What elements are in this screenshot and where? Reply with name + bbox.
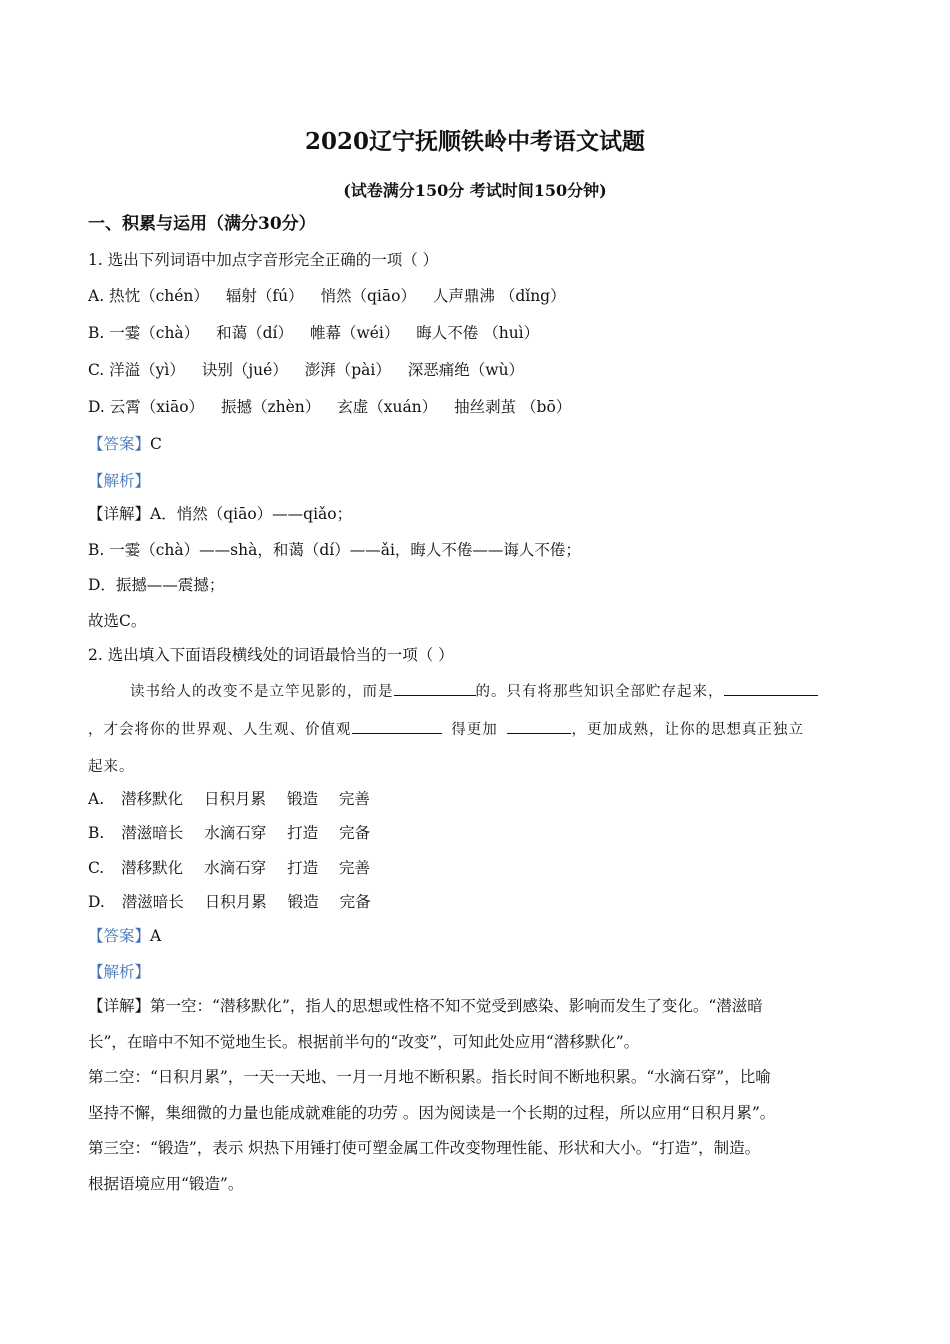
q1-detail-2: B. 一霎（chà）——shà，和蔼（dí）——ǎi，晦人不倦——诲人不倦； xyxy=(88,541,581,559)
q1-option-a xyxy=(88,286,578,306)
q2-option-d xyxy=(88,892,387,912)
fill-blank-1[interactable] xyxy=(394,681,476,696)
option-label: D. xyxy=(88,398,105,416)
detail-text: A．悄然（qiāo）——qiǎo； xyxy=(150,505,353,523)
option-item: 和蔼（dí） xyxy=(216,324,293,342)
detail-text: 第一空：“潜移默化”，指人的思想或性格不知不觉受到感染、影响而发生了变化。“潜滋暗 xyxy=(150,997,763,1015)
option-item: 完善 xyxy=(338,790,370,808)
q1-answer xyxy=(88,434,162,454)
passage-text: 的。只有将那些知识全部贮存起来， xyxy=(475,684,724,700)
option-label: B. xyxy=(88,824,105,842)
option-item: 抽丝剥茧 （bō） xyxy=(454,398,572,416)
q1-option-b xyxy=(88,323,551,343)
answer-value: C xyxy=(150,435,162,453)
option-label: C. xyxy=(88,859,105,877)
option-item: 晦人不倦 （huì） xyxy=(416,324,540,342)
answer-tag: 【答案】 xyxy=(88,927,151,945)
option-item: 玄虚（xuán） xyxy=(337,398,438,416)
q1-detail-3: D．振撼——震撼； xyxy=(88,576,225,594)
q2-stem: 2. 选出填入下面语段横线处的词语最恰当的一项（ ） xyxy=(88,646,454,664)
q2-option-c xyxy=(88,858,386,878)
option-item: 云霄（xiāo） xyxy=(109,398,205,416)
option-item: 帷幕（wéi） xyxy=(309,324,400,342)
option-label: A. xyxy=(88,287,105,305)
option-item: 振撼（zhèn） xyxy=(220,398,321,416)
option-item: 完善 xyxy=(339,859,371,877)
option-item: 潜滋暗长 xyxy=(121,893,184,911)
option-item: 打造 xyxy=(287,859,319,877)
passage-text: ，更加成熟，让你的思想真正独立 xyxy=(571,722,804,738)
option-item: 潜滋暗长 xyxy=(121,824,184,842)
option-item: 完备 xyxy=(339,824,371,842)
fill-blank-4[interactable] xyxy=(507,719,571,734)
passage-text: ，才会将你的世界观、人生观、价值观 xyxy=(88,722,352,738)
fill-blank-2[interactable] xyxy=(724,681,818,696)
option-item: 潜移默化 xyxy=(121,790,184,808)
detail-tag: 【详解】 xyxy=(88,997,151,1015)
page-title: 2020辽宁抚顺铁岭中考语文试题 xyxy=(304,128,645,155)
option-item: 洋溢（yì） xyxy=(109,361,185,379)
option-item: 人声鼎沸 （dǐng） xyxy=(432,287,566,305)
q2-detail-1 xyxy=(88,996,763,1016)
option-item: 日积月累 xyxy=(204,893,267,911)
q2-passage-line-2 xyxy=(88,719,804,740)
passage-text: 读书给人的改变不是立竿见影的，而是 xyxy=(130,684,394,700)
option-label: A. xyxy=(88,790,105,808)
answer-value: A xyxy=(150,927,162,945)
fill-blank-3[interactable] xyxy=(352,719,442,734)
answer-tag: 【答案】 xyxy=(88,435,151,453)
option-item: 打造 xyxy=(287,824,319,842)
detail-tag: 【详解】 xyxy=(88,505,151,523)
option-item: 澎湃（pài） xyxy=(304,361,391,379)
q1-analysis-tag: 【解析】 xyxy=(88,472,151,490)
q2-detail-3: 第二空：“日积月累”，一天一天地、一月一月地不断积累。指长时间不断地积累。“水滴石穿”，比喻 xyxy=(88,1068,771,1086)
q1-option-c xyxy=(88,360,536,380)
option-item: 一霎（chà） xyxy=(109,324,200,342)
option-item: 锻造 xyxy=(286,790,318,808)
q2-analysis-tag: 【解析】 xyxy=(88,963,151,981)
q2-detail-2: 长”，在暗中不知不觉地生长。根据前半句的“改变”，可知此处应用“潜移默化”。 xyxy=(88,1033,640,1051)
option-label: D. xyxy=(88,893,105,911)
option-item: 水滴石穿 xyxy=(204,824,267,842)
q2-detail-6: 根据语境应用“锻造”。 xyxy=(88,1175,244,1193)
option-item: 锻造 xyxy=(287,893,319,911)
q2-option-a xyxy=(88,789,386,809)
option-item: 日积月累 xyxy=(204,790,267,808)
q1-detail-1 xyxy=(88,504,352,524)
q2-detail-5: 第三空：“锻造”，表示 炽热下用锤打使可塑金属工件改变物理性能、形状和大小。“打造”，制造。 xyxy=(88,1139,761,1157)
option-item: 悄然（qiāo） xyxy=(320,287,416,305)
option-label: B. xyxy=(88,324,105,342)
page-subtitle: (试卷满分150分 考试时间150分钟) xyxy=(343,181,607,200)
q2-passage-line-3: 起来。 xyxy=(88,759,135,775)
passage-text: 得更加 xyxy=(441,722,508,738)
option-item: 诀别（jué） xyxy=(201,361,288,379)
option-item: 深恶痛绝（wù） xyxy=(407,361,525,379)
q2-answer xyxy=(88,926,161,946)
q2-option-b xyxy=(88,823,386,843)
q2-detail-4: 坚持不懈，集细微的力量也能成就难能的功劳 。因为阅读是一个长期的过程，所以应用“日积月累”。 xyxy=(88,1104,776,1122)
option-item: 水滴石穿 xyxy=(204,859,267,877)
option-item: 潜移默化 xyxy=(121,859,184,877)
option-label: C. xyxy=(88,361,105,379)
section-heading: 一、积累与运用（满分30分） xyxy=(88,214,316,234)
q1-option-d xyxy=(88,397,583,417)
option-item: 热忱（chén） xyxy=(109,287,209,305)
q2-passage-line-1 xyxy=(130,681,818,702)
q1-detail-4: 故选C。 xyxy=(88,612,147,630)
q1-stem: 1. 选出下列词语中加点字音形完全正确的一项（ ） xyxy=(88,251,439,269)
option-item: 辐射（fú） xyxy=(225,287,304,305)
option-item: 完备 xyxy=(339,893,371,911)
